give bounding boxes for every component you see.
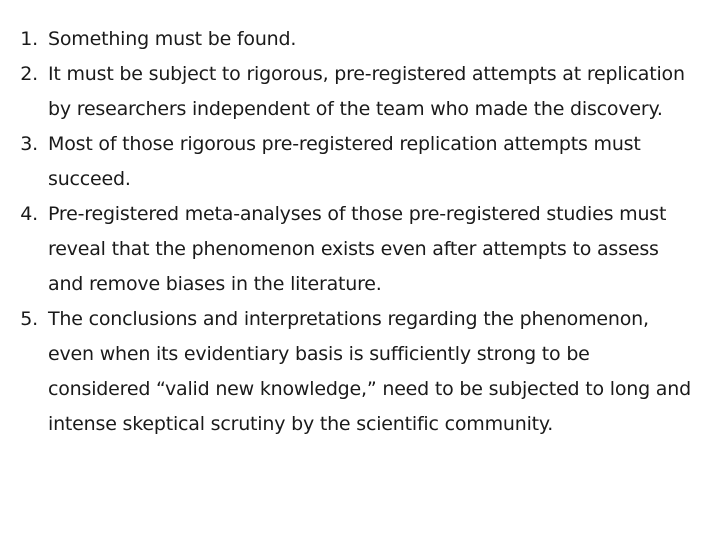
numbered-list xyxy=(0,22,727,442)
list-item-text: The conclusions and interpretations regarding the phenomenon, even when its evidentiary basis is sufficiently strong to be considered “valid new knowledge,” need to be subjected to long and intense skeptical scrutiny by the scientific community. xyxy=(48,308,691,435)
list-item xyxy=(0,57,727,127)
list-item xyxy=(0,127,727,197)
list-item-number: 3. xyxy=(20,133,38,155)
list-item-text: Most of those rigorous pre-registered replication attempts must succeed. xyxy=(48,133,641,190)
list-item-text: Something must be found. xyxy=(48,28,297,50)
list-item-text: Pre-registered meta-analyses of those pre-registered studies must reveal that the phenomenon exists even after attempts to assess and remove biases in the literature. xyxy=(48,203,667,295)
document-body xyxy=(0,22,727,442)
list-item xyxy=(0,197,727,302)
list-item-number: 1. xyxy=(20,28,38,50)
list-item-number: 5. xyxy=(20,308,38,330)
list-item-number: 4. xyxy=(20,203,38,225)
list-item xyxy=(0,22,727,57)
list-item xyxy=(0,302,727,442)
list-item-number: 2. xyxy=(20,63,38,85)
list-item-text: It must be subject to rigorous, pre-registered attempts at replication by researchers independent of the team who made the discovery. xyxy=(48,63,685,120)
